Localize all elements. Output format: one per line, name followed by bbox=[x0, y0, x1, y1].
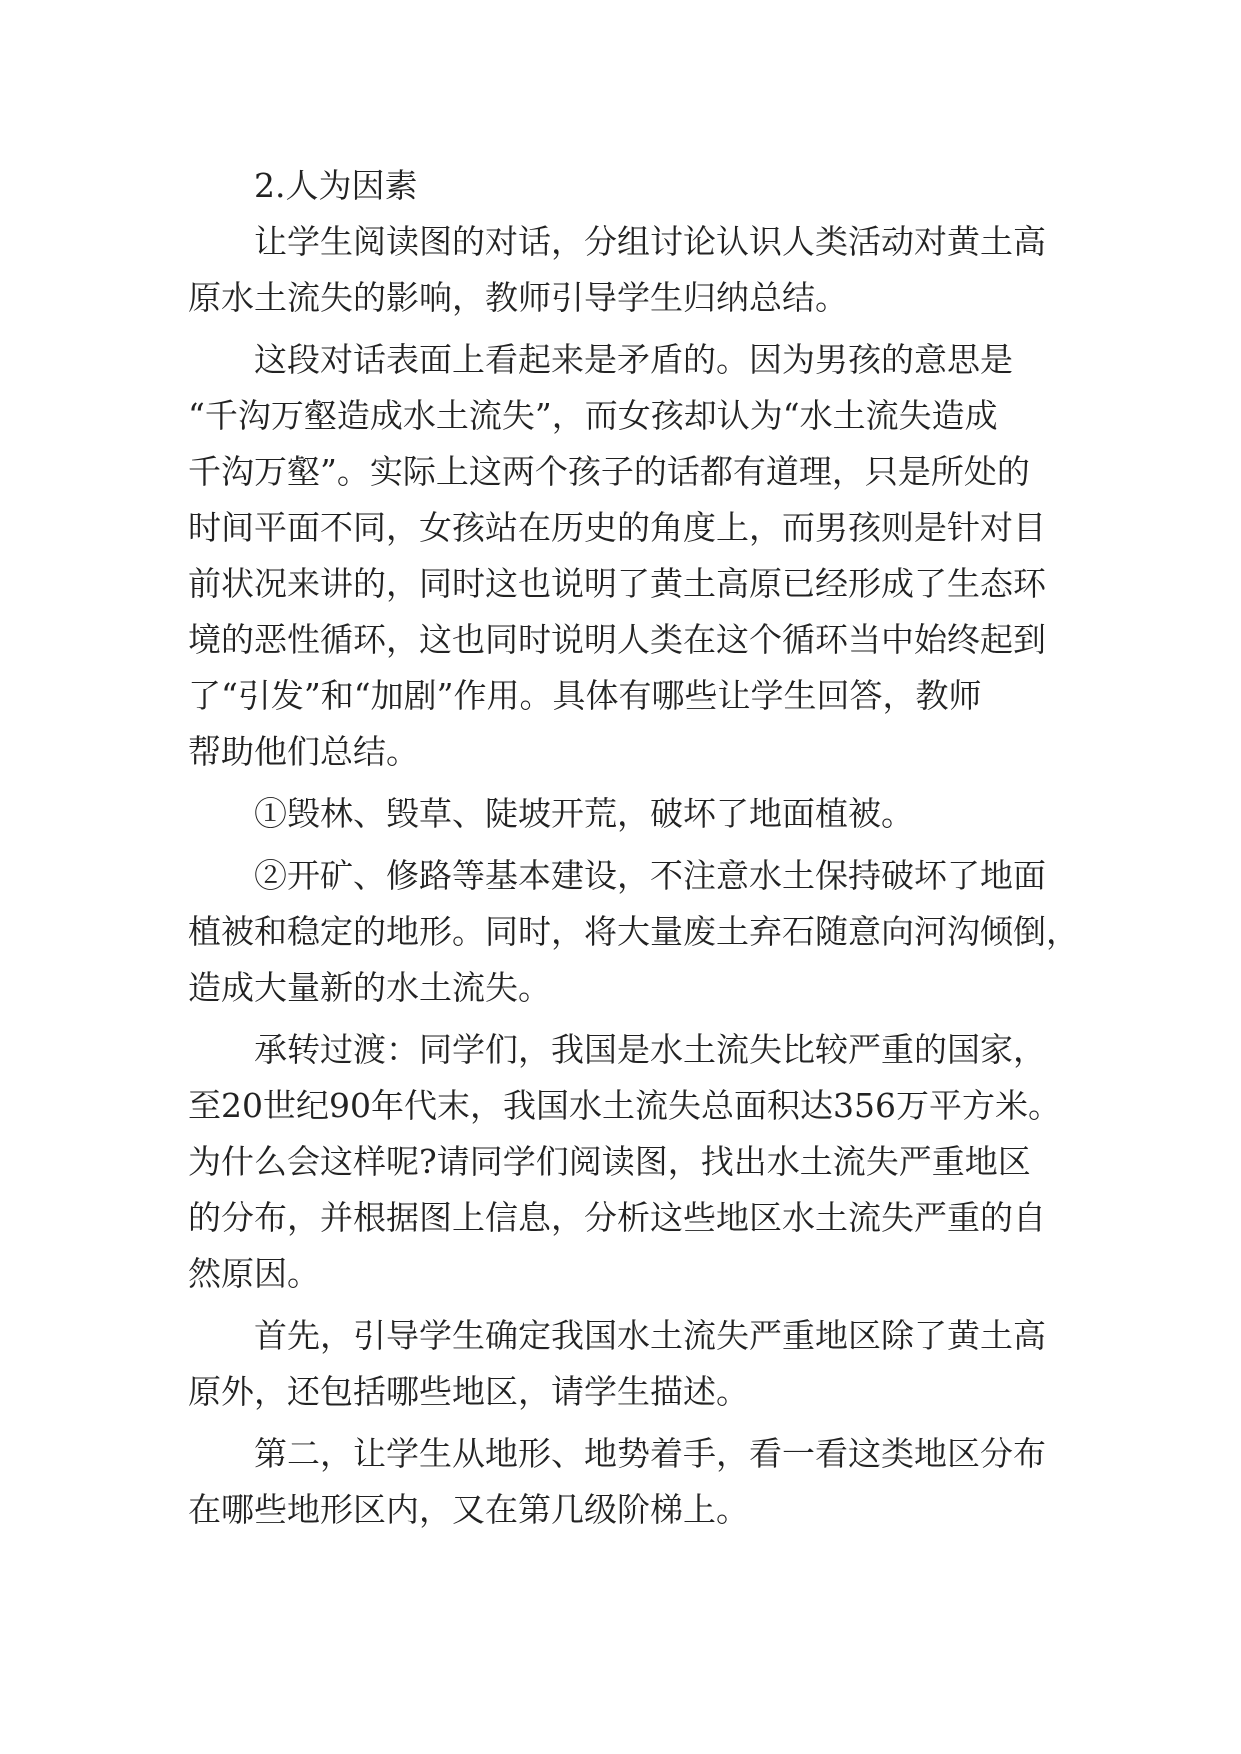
text-line: 第二，让学生从地形、地势着手，看一看这类地区分布 bbox=[254, 1434, 1046, 1473]
section-heading: 2.人为因素 bbox=[254, 166, 418, 205]
text-line: 前状况来讲的，同时这也说明了黄土高原已经形成了生态环 bbox=[188, 564, 1046, 603]
text-line: 千沟万壑”。实际上这两个孩子的话都有道理，只是所处的 bbox=[188, 452, 1030, 491]
text-line: 植被和稳定的地形。同时，将大量废土弃石随意向河沟倾倒， bbox=[188, 912, 1079, 951]
text-line: “千沟万壑造成水土流失”，而女孩却认为“水土流失造成 bbox=[188, 396, 998, 435]
text-line: 首先，引导学生确定我国水土流失严重地区除了黄土高 bbox=[254, 1316, 1046, 1355]
text-line: 境的恶性循环，这也同时说明人类在这个循环当中始终起到 bbox=[188, 620, 1046, 659]
text-line: 在哪些地形区内，又在第几级阶梯上。 bbox=[188, 1490, 749, 1529]
text-line: 了“引发”和“加剧”作用。具体有哪些让学生回答，教师 bbox=[188, 676, 982, 715]
text-line: 原外，还包括哪些地区，请学生描述。 bbox=[188, 1372, 749, 1411]
list-item: ②开矿、修路等基本建设，不注意水土保持破坏了地面 bbox=[254, 856, 1046, 895]
text-line: 然原因。 bbox=[188, 1254, 320, 1293]
text-line: 承转过渡：同学们，我国是水土流失比较严重的国家， bbox=[254, 1030, 1046, 1069]
text-line: 造成大量新的水土流失。 bbox=[188, 968, 551, 1007]
text-line: 让学生阅读图的对话，分组讨论认识人类活动对黄土高 bbox=[254, 222, 1046, 261]
text-line: 的分布，并根据图上信息，分析这些地区水土流失严重的自 bbox=[188, 1198, 1046, 1237]
text-line: 帮助他们总结。 bbox=[188, 732, 419, 771]
text-line: 原水土流失的影响，教师引导学生归纳总结。 bbox=[188, 278, 848, 317]
text-line: 这段对话表面上看起来是矛盾的。因为男孩的意思是 bbox=[254, 340, 1013, 379]
list-item: ①毁林、毁草、陡坡开荒，破坏了地面植被。 bbox=[254, 794, 914, 833]
text-line: 为什么会这样呢?请同学们阅读图，找出水土流失严重地区 bbox=[188, 1142, 1031, 1181]
text-line: 至20世纪90年代末，我国水土流失总面积达356万平方米。 bbox=[188, 1086, 1061, 1125]
text-line: 时间平面不同，女孩站在历史的角度上，而男孩则是针对目 bbox=[188, 508, 1046, 547]
